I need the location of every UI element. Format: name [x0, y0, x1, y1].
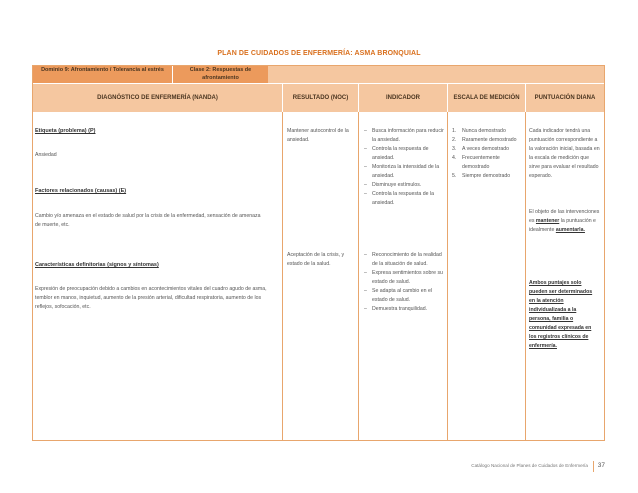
list-item [452, 145, 524, 154]
table-body [33, 112, 604, 440]
scale-text: Frecuentemente demostrado [462, 155, 500, 170]
care-plan-table [32, 65, 605, 441]
score-p2-text: El objeto de las intervenciones es [529, 209, 600, 224]
score-paragraph-1: Cada indicador tendrá una puntuación correspondiente a la valoración inicial, basada en la escala de medición que sirve para evaluar el resultado esperado. [529, 128, 600, 179]
score-p2-aumentarla: aumentarla. [555, 227, 585, 233]
scale-number: 4. [452, 155, 457, 161]
col-header-escala: ESCALA DE MEDICIÓN [448, 84, 526, 112]
col-header-resultado: RESULTADO (NOC) [283, 84, 359, 112]
factors-text: Cambio y/o amenaza en el estado de salud por la crisis de la enfermedad, sensación de amenaza de muerte, etc. [35, 213, 261, 228]
list-item [452, 136, 524, 145]
characteristics-text: Expresión de preocupación debido a cambios en acontecimientos vitales del cuadro agudo de asma, temblor en manos, inquietud, aumento de la presión arterial, dificultad respiratoria, aumento de los reflejos, sofocación, etc. [35, 286, 267, 310]
scale-text: Raramente demostrado [462, 137, 517, 143]
score-column [526, 112, 604, 440]
col-header-diagnostico: DIAGNÓSTICO DE ENFERMERÍA (NANDA) [33, 84, 283, 112]
list-item: – Reconocimiento de la realidad de la situación de salud. [363, 251, 446, 269]
indicators-column [359, 112, 448, 440]
label-heading: Etiqueta (problema) (P) [35, 128, 96, 134]
page-footer [0, 461, 638, 473]
characteristics-heading: Características definitorias (signos y síntomas) [35, 262, 159, 268]
score-p2-text-middle: la puntuación e idealmente [529, 218, 596, 233]
scale-text: A veces demostrado [462, 146, 510, 152]
scale-number: 2. [452, 137, 457, 143]
domain-row [33, 66, 604, 83]
score-p2-mantener: mantener [535, 218, 560, 224]
domain-header: Dominio 9: Afrontamiento / Tolerancia al estrés [33, 66, 173, 83]
score-paragraph-2 [529, 208, 601, 235]
list-item: – Controla la respuesta de ansiedad. [363, 145, 446, 163]
list-item: – Se adapta al cambio en el estado de salud. [363, 287, 446, 305]
diagnosis-column [33, 112, 283, 440]
scale-text: Nunca demostrado [462, 128, 506, 134]
result-2: Aceptación de la crisis, y estado de la salud. [287, 252, 345, 267]
class-header: Clase 2: Respuestas de afrontamiento [173, 66, 268, 83]
column-headers [33, 83, 604, 112]
indicators-list-1 [363, 127, 446, 208]
list-item: – Busca información para reducir la ansiedad. [363, 127, 446, 145]
score-paragraph-3: Ambos puntajes solo pueden ser determinados en la atención individualizada a la persona, familia o comunidad expresada en los registros clínicos de enfermería. [529, 280, 593, 349]
indicators-list-2 [363, 251, 446, 314]
scale-number: 5. [452, 173, 457, 179]
scale-number: 1. [452, 128, 457, 134]
scale-text: Siempre demostrado [462, 173, 511, 179]
list-item: – Monitoriza la intensidad de la ansiedad. [363, 163, 446, 181]
col-header-puntuacion: PUNTUACIÓN DIANA [534, 95, 596, 101]
list-item [452, 127, 524, 136]
col-header-indicador: INDICADOR [359, 84, 448, 112]
factors-heading: Factores relacionados (causas) (E) [35, 188, 127, 194]
page-number: 37 [597, 462, 605, 469]
label-text: Ansiedad [35, 152, 57, 158]
list-item: – Controla la respuesta de la ansiedad. [363, 190, 446, 208]
list-item: – Expresa sentimientos sobre su estado de salud. [363, 269, 446, 287]
scale-list [452, 127, 524, 181]
result-1: Mantener autocontrol de la ansiedad. [287, 128, 349, 143]
domain-row-fill [268, 66, 604, 83]
footer-text: Catálogo Nacional de Planes de Cuidados de Enfermería [471, 463, 588, 468]
scale-number: 3. [452, 146, 457, 152]
results-column [283, 112, 359, 440]
list-item [452, 172, 524, 181]
list-item: – Demuestra tranquilidad. [363, 305, 446, 314]
list-item [452, 154, 524, 172]
list-item: – Disminuye estímulos. [363, 181, 446, 190]
footer-divider [593, 461, 594, 472]
scale-column [448, 112, 526, 440]
page-title: PLAN DE CUIDADOS DE ENFERMERÍA: ASMA BRONQUIAL [217, 50, 421, 57]
